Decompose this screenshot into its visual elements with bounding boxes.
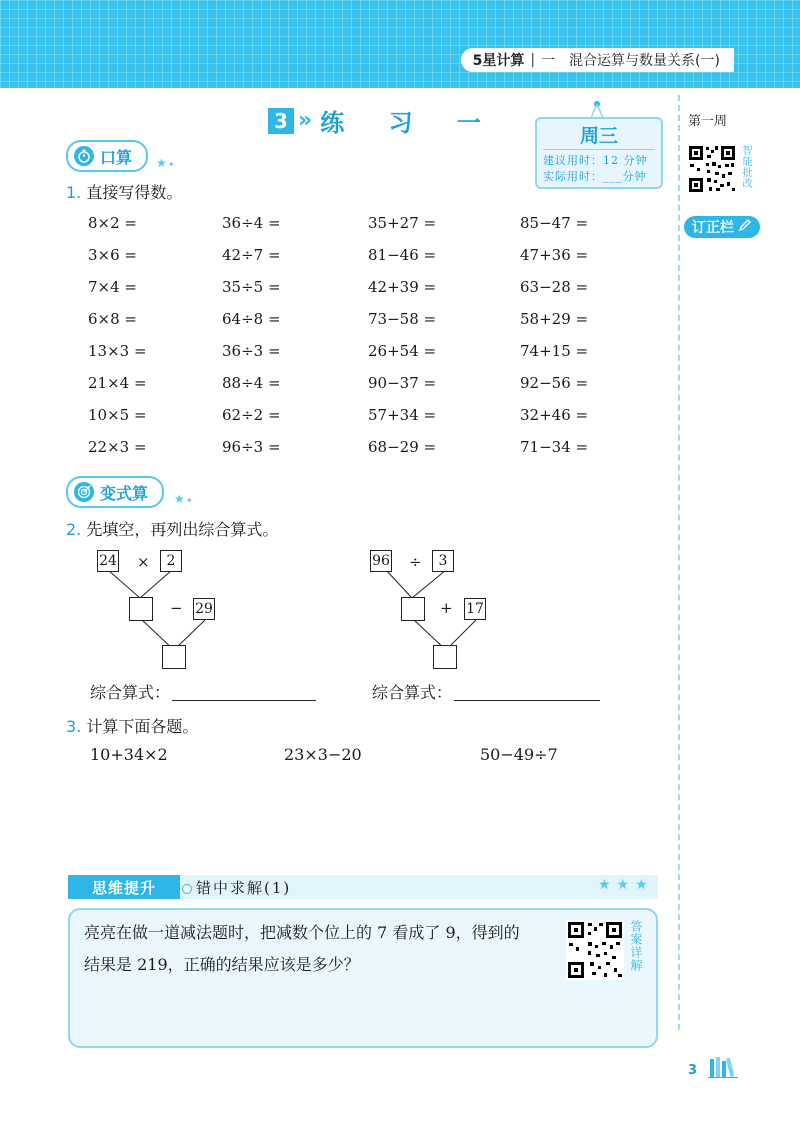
oral-calc-item: 8×2 = <box>88 214 137 232</box>
formula-answer-line[interactable] <box>454 700 600 701</box>
oral-calc-item: 36÷4 = <box>222 214 281 232</box>
oral-calc-item: 92−56 = <box>520 374 589 392</box>
header-chapter: 一 混合运算与数量关系(一) <box>541 53 720 69</box>
stopwatch-icon <box>74 146 94 166</box>
diagram-2-answer-box-1[interactable] <box>401 597 425 621</box>
books-icon <box>708 1055 738 1079</box>
oral-calc-item: 81−46 = <box>368 246 437 264</box>
schedule-box <box>535 117 663 189</box>
schedule-day: 周三 <box>579 125 618 147</box>
oral-calc-item: 42+39 = <box>368 278 437 296</box>
thinking-tab: 思维提升 <box>68 875 180 899</box>
schedule-divider <box>543 149 655 150</box>
diagram-1-box-a: 24 <box>97 550 119 572</box>
question-1-title <box>66 180 182 203</box>
oral-calc-item: 3×6 = <box>88 246 137 264</box>
oral-calc-item: 32+46 = <box>520 406 589 424</box>
week-label: 第一周 <box>688 114 728 129</box>
diagram-1-answer-box-2[interactable] <box>162 645 186 669</box>
top-banner <box>0 0 800 88</box>
oral-calc-item: 90−37 = <box>368 374 437 392</box>
section-badge-label: 变式算 <box>100 483 149 503</box>
diagram-2-op1: ÷ <box>409 553 422 571</box>
formula-label: 综合算式： <box>372 683 453 702</box>
question-number: 3. <box>66 717 82 736</box>
oral-calc-item: 35+27 = <box>368 214 437 232</box>
diagram-2-box-a: 96 <box>370 550 392 572</box>
section-badge-oral <box>66 140 148 172</box>
schedule-actual: 实际用时：___分钟 <box>543 170 647 183</box>
answer-qr-code-icon[interactable] <box>566 920 624 980</box>
chevron-right-icon: » <box>298 108 313 133</box>
section-badge-variant <box>66 476 164 508</box>
calc-item: 10+34×2 <box>90 745 168 764</box>
diagram-2-answer-box-2[interactable] <box>433 645 457 669</box>
title-number: 3 <box>268 108 294 134</box>
star-icon: ★ <box>174 492 185 506</box>
page-title <box>268 103 499 138</box>
correction-column-tab <box>684 216 760 238</box>
oral-calc-item: 62÷2 = <box>222 406 281 424</box>
thinking-question-line-2: 结果是 219，正确的结果应该是多少？ <box>84 955 360 974</box>
diagram-1-op1: × <box>137 553 150 571</box>
question-number: 2. <box>66 520 82 539</box>
oral-calc-item: 71−34 = <box>520 438 589 456</box>
diagram-1-answer-box-1[interactable] <box>129 597 153 621</box>
formula-label: 综合算式： <box>90 683 171 702</box>
oral-calc-item: 88÷4 = <box>222 374 281 392</box>
thinking-question-line-1: 亮亮在做一道减法题时，把减数个位上的 7 看成了 9，得到的 <box>84 923 520 942</box>
oral-calc-item: 10×5 = <box>88 406 147 424</box>
oral-calc-item: 35÷5 = <box>222 278 281 296</box>
calc-item: 23×3−20 <box>284 745 362 764</box>
bullet-icon <box>182 884 192 894</box>
oral-calc-item: 73−58 = <box>368 310 437 328</box>
correction-label: 订正栏 <box>692 220 734 236</box>
question-number: 1. <box>66 183 82 202</box>
diagram-1-op2: − <box>170 599 183 617</box>
sidebar-divider <box>678 95 680 1030</box>
star-icon: ✦ <box>186 496 193 505</box>
oral-calc-item: 26+54 = <box>368 342 437 360</box>
target-icon <box>74 482 94 502</box>
diagram-1-box-c: 29 <box>193 598 215 620</box>
oral-calc-item: 74+15 = <box>520 342 589 360</box>
oral-calc-item: 21×4 = <box>88 374 147 392</box>
diagram-2-box-c: 17 <box>464 598 486 620</box>
header-brand: 5星计算 <box>472 53 525 69</box>
oral-calc-item: 6×8 = <box>88 310 137 328</box>
oral-calc-item: 47+36 = <box>520 246 589 264</box>
oral-calc-item: 13×3 = <box>88 342 147 360</box>
section-badge-label: 口算 <box>100 147 133 167</box>
answer-qr-caption: 答案详解 <box>629 920 643 972</box>
calc-item: 50−49÷7 <box>480 745 558 764</box>
question-text: 直接写得数。 <box>86 183 183 202</box>
diagram-2-box-b: 3 <box>432 550 454 572</box>
oral-calc-item: 85−47 = <box>520 214 589 232</box>
oral-calc-item: 22×3 = <box>88 438 147 456</box>
page-number: 3 <box>688 1063 698 1078</box>
oral-calc-item: 64÷8 = <box>222 310 281 328</box>
oral-calc-item: 36÷3 = <box>222 342 281 360</box>
oral-calc-item: 68−29 = <box>368 438 437 456</box>
header-separator: | <box>530 52 536 68</box>
difficulty-stars: ★★★ <box>598 877 654 893</box>
diagram-1-box-b: 2 <box>160 550 182 572</box>
qr-caption-smart-grading: 智能批改 <box>740 145 751 189</box>
oral-calc-item: 58+29 = <box>520 310 589 328</box>
question-text: 计算下面各题。 <box>86 717 199 736</box>
title-text: 练 习 一 <box>320 109 499 137</box>
diagram-2-op2: + <box>440 599 453 617</box>
header-tag <box>461 48 734 72</box>
qr-code-icon[interactable] <box>687 144 737 194</box>
oral-calc-item: 42÷7 = <box>222 246 281 264</box>
oral-calc-item: 57+34 = <box>368 406 437 424</box>
schedule-suggested: 建议用时：12 分钟 <box>543 154 648 167</box>
oral-calc-item: 63−28 = <box>520 278 589 296</box>
oral-calc-item: 7×4 = <box>88 278 137 296</box>
pencil-icon <box>738 218 752 236</box>
thinking-subtitle: 错中求解(1) <box>196 879 292 897</box>
oral-calc-item: 96÷3 = <box>222 438 281 456</box>
star-icon: ✦ <box>168 160 175 169</box>
question-text: 先填空，再列出综合算式。 <box>86 520 279 539</box>
formula-answer-line[interactable] <box>172 700 316 701</box>
star-icon: ★ <box>156 156 167 170</box>
question-3-title <box>66 714 198 737</box>
question-2-title <box>66 517 278 540</box>
